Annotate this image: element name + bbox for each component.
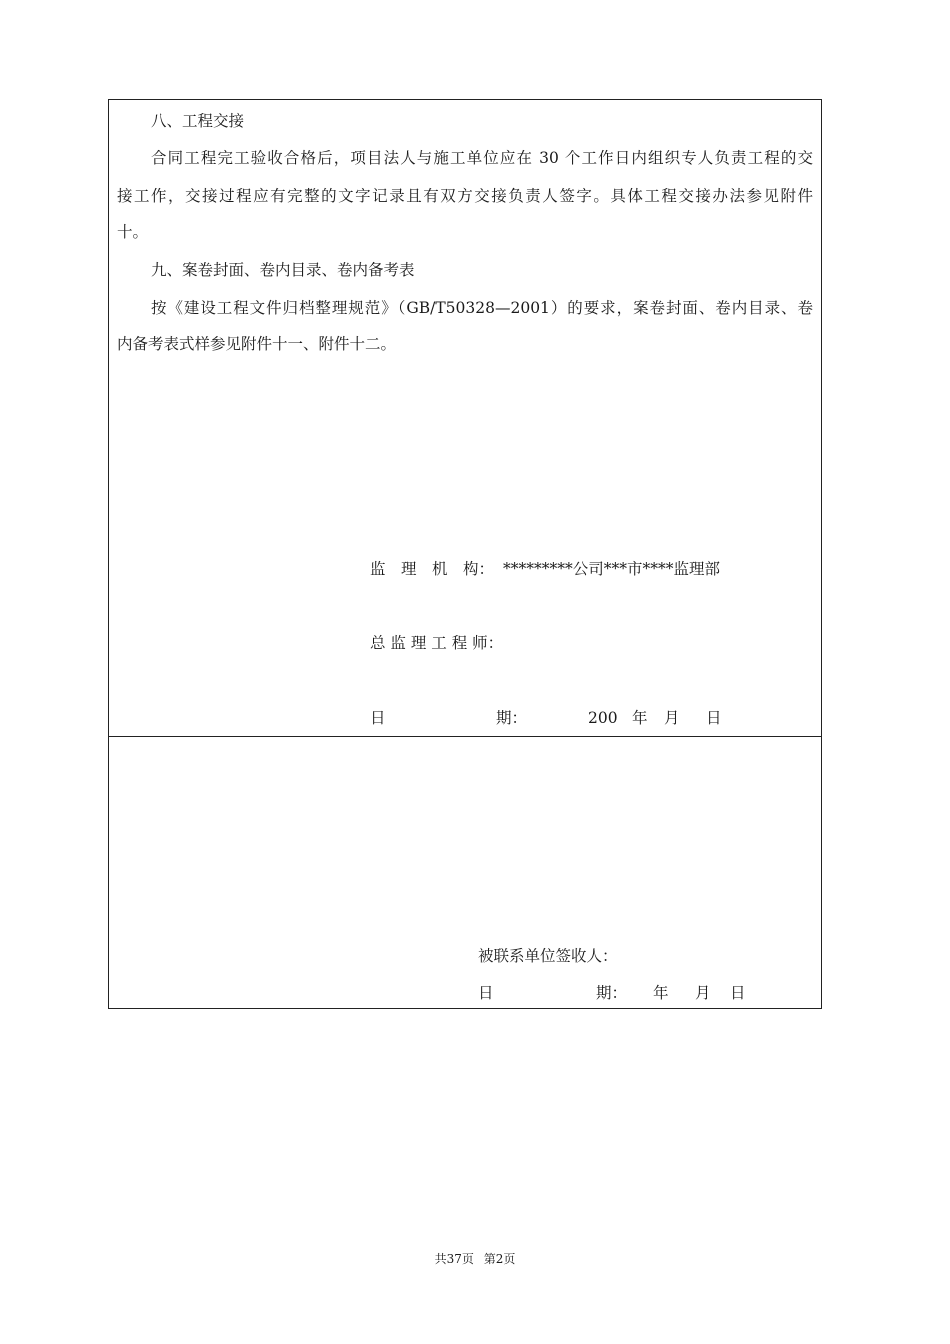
receiver-date-label-ri: 日 [478, 984, 494, 1002]
section-8-line-1: 合同工程完工验收合格后，项目法人与施工单位应在 30 个工作日内组织专人负责工程的交 [151, 149, 813, 167]
form-table [108, 99, 822, 1009]
table-row-divider [109, 736, 821, 737]
receiver-date-yue: 月 [695, 984, 711, 1002]
current-page: 第2页 [483, 1252, 516, 1266]
receiver-signer-label: 被联系单位签收人： [478, 947, 618, 965]
receiver-date-ri: 日 [730, 984, 746, 1002]
section-8-line-3: 十。 [117, 223, 149, 241]
supervision-date-label-ri: 日 [370, 709, 386, 727]
receiver-date-nian: 年 [653, 984, 669, 1002]
total-pages: 共37页 [434, 1252, 474, 1266]
section-9-heading: 九、案卷封面、卷内目录、卷内备考表 [151, 261, 415, 279]
chief-engineer-label: 总 监 理 工 程 师： [370, 634, 504, 652]
supervision-date-yue: 月 [664, 709, 680, 727]
section-8-heading: 八、工程交接 [151, 112, 245, 130]
section-9-line-2: 内备考表式样参见附件十一、附件十二。 [117, 335, 397, 353]
supervision-date-label-qi: 期： [496, 709, 528, 727]
receiver-date-label-qi: 期： [596, 984, 628, 1002]
supervision-date-year: 200 [588, 709, 618, 727]
supervision-date-nian: 年 [632, 709, 648, 727]
page-footer [0, 1251, 950, 1267]
section-9-line-1: 按《建设工程文件归档整理规范》（GB/T50328—2001）的要求，案卷封面、卷内目录、卷 [151, 299, 813, 317]
supervision-org-label: 监 理 机 构： [370, 560, 495, 578]
section-8-line-2: 接工作，交接过程应有完整的文字记录且有双方交接负责人签字。具体工程交接办法参见附件 [117, 187, 813, 205]
supervision-date-ri: 日 [706, 709, 722, 727]
supervision-org-value: *********公司***市****监理部 [503, 560, 721, 578]
